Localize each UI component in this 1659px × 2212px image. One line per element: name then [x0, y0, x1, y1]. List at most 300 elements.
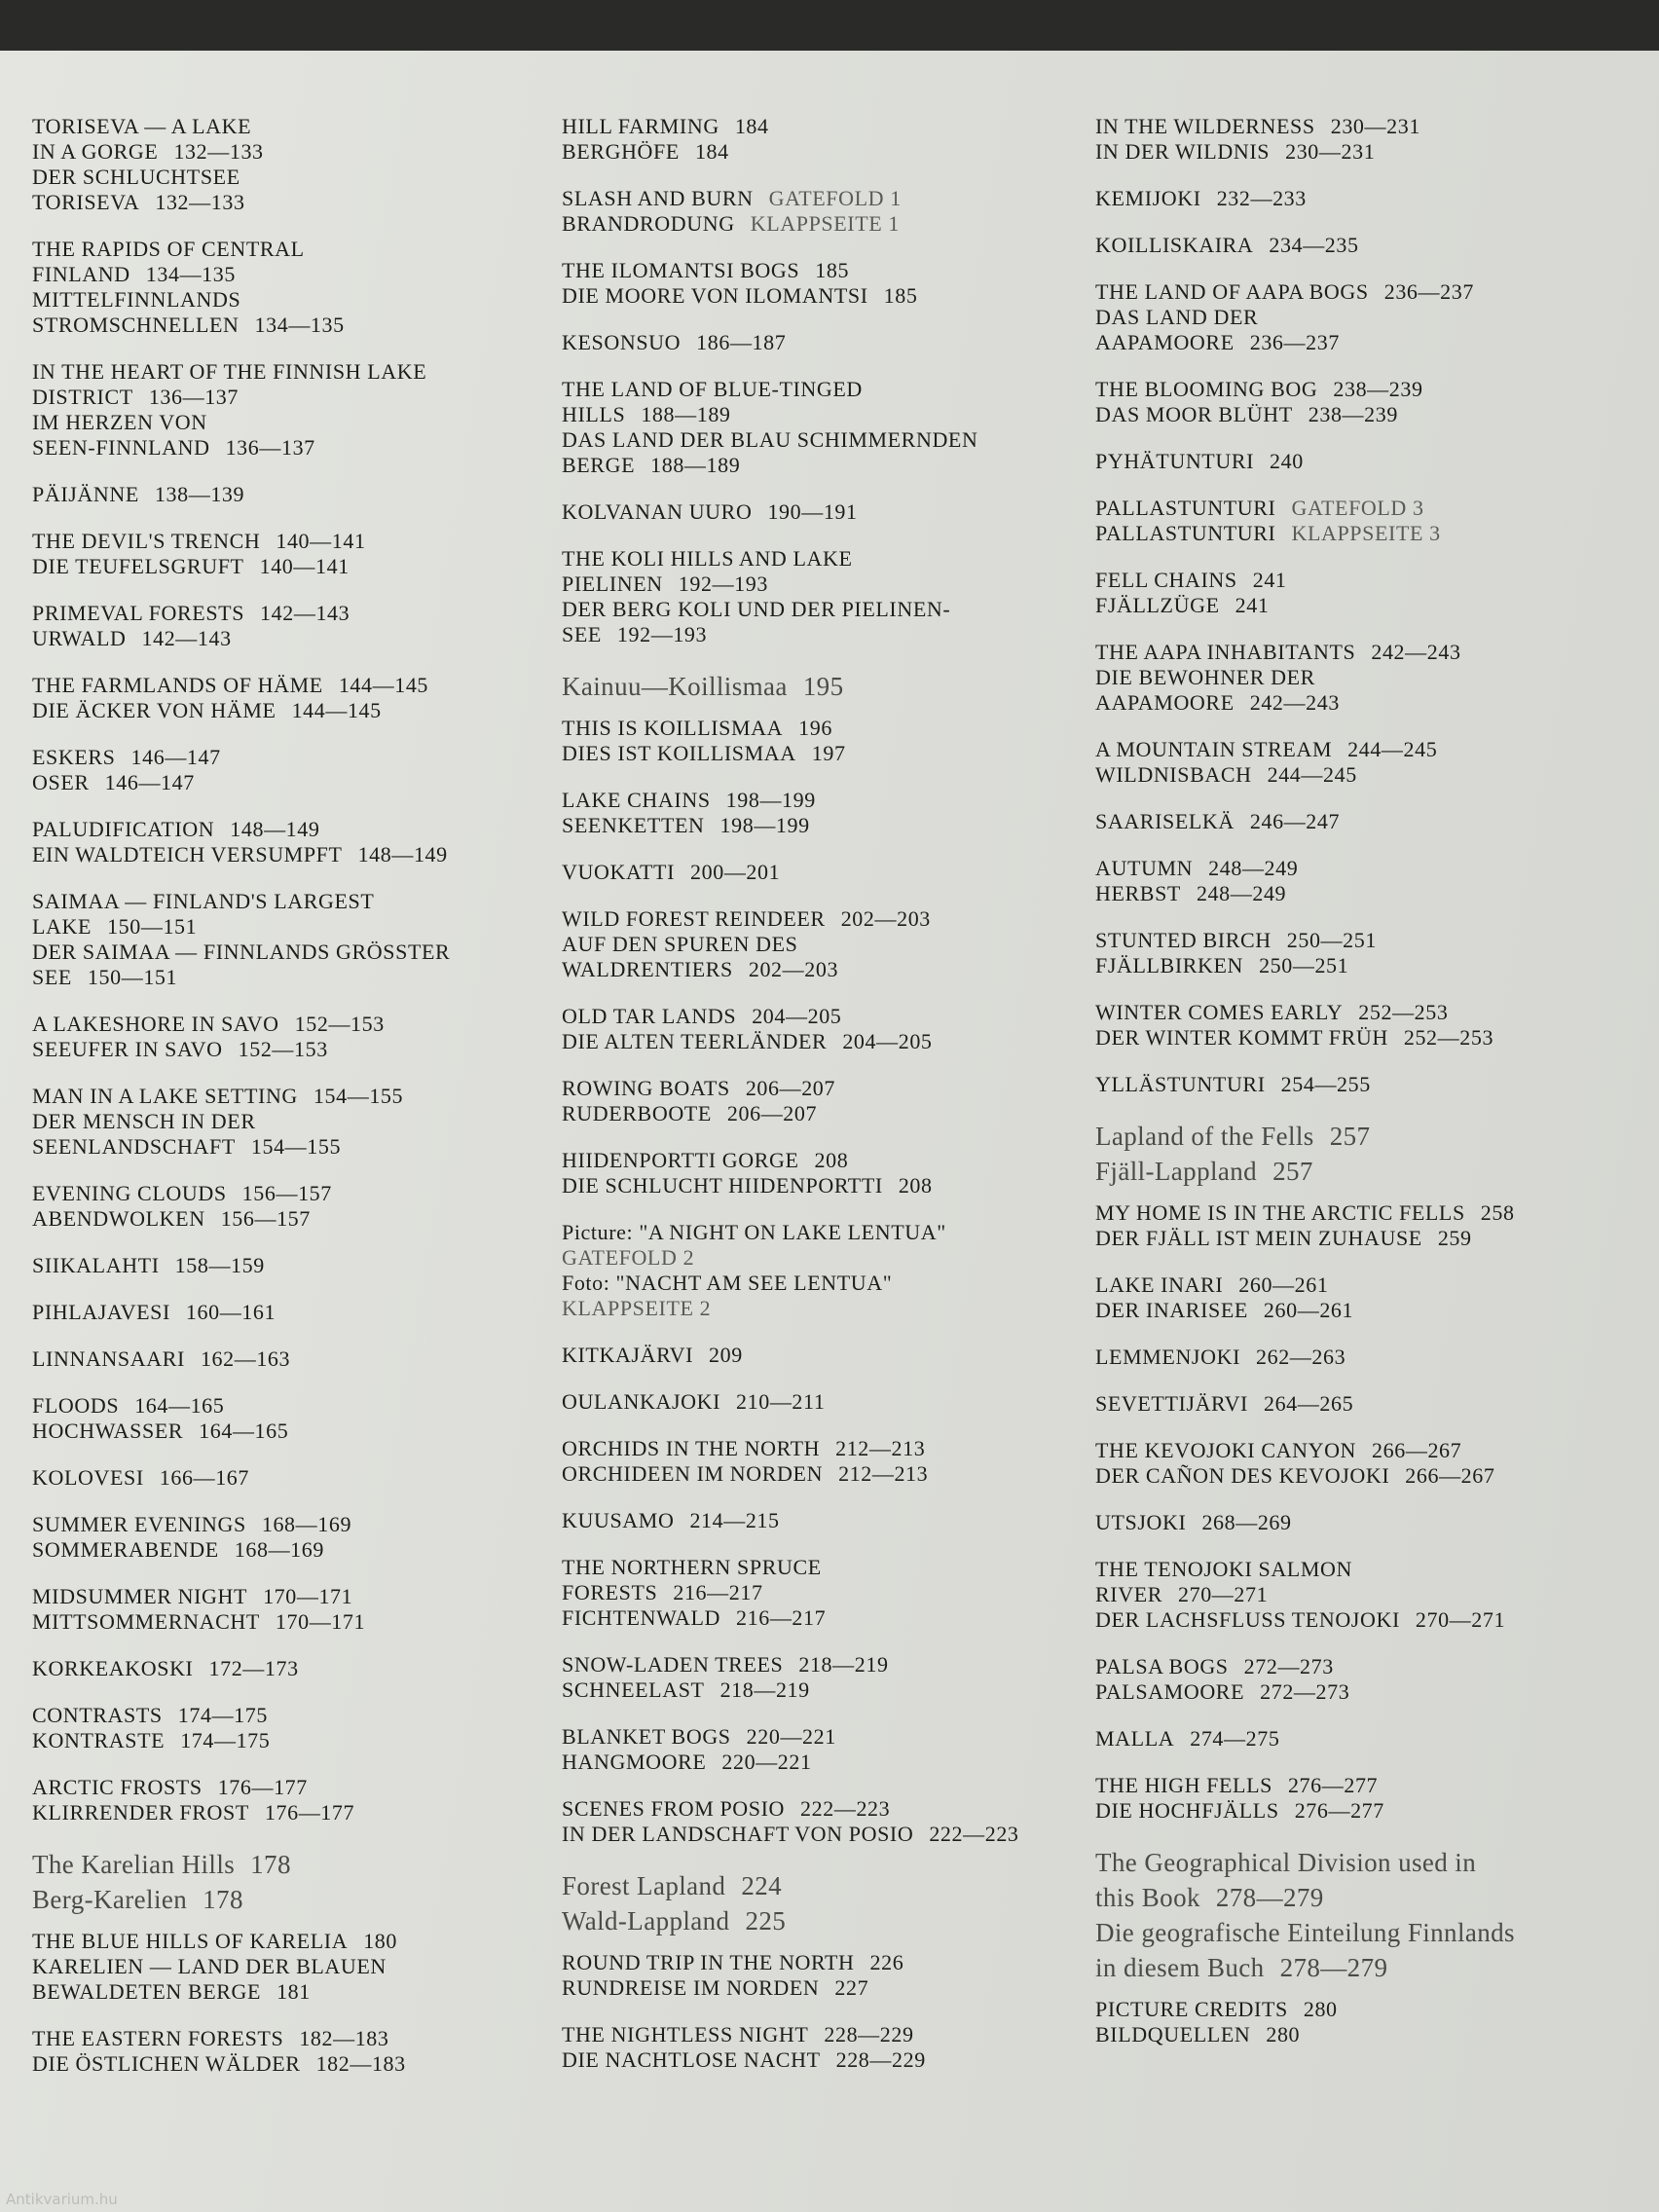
entry-title: THE ILOMANTSI BOGS — [562, 258, 800, 282]
page-number: 198—199 — [719, 813, 810, 837]
toc-line — [32, 1656, 548, 1681]
page-number: 142—143 — [141, 626, 232, 650]
toc-line — [32, 1109, 548, 1134]
page-number: 241 — [1252, 568, 1287, 592]
page-number: 242—243 — [1249, 690, 1340, 715]
toc-line — [32, 965, 548, 990]
toc-line — [562, 1724, 1107, 1750]
contents-column-3 — [1095, 114, 1655, 2069]
page-number: 238—239 — [1333, 377, 1423, 401]
entry-title: LEMMENJOKI — [1095, 1345, 1240, 1369]
toc-line — [1095, 1463, 1655, 1489]
toc-line — [562, 1822, 1107, 1847]
entry-title: MIDSUMMER NIGHT — [32, 1584, 248, 1608]
toc-entry — [562, 330, 1107, 355]
page-number: 222—223 — [800, 1796, 891, 1821]
entry-title: UTSJOKI — [1095, 1510, 1187, 1534]
entry-title: KLIRRENDER FROST — [32, 1800, 249, 1825]
toc-entry — [1095, 1557, 1655, 1633]
page-number: 144—145 — [338, 673, 429, 697]
section-heading — [1095, 1119, 1655, 1189]
entry-title: KOILLISKAIRA — [1095, 233, 1254, 257]
page-number: 226 — [869, 1950, 904, 1974]
toc-line — [1095, 881, 1655, 906]
entry-title: DER CAÑON DES KEVOJOKI — [1095, 1463, 1390, 1488]
page-number: 192—193 — [678, 571, 768, 596]
toc-line — [1095, 377, 1655, 402]
page-number: 188—189 — [641, 402, 731, 426]
entry-title: HIIDENPORTTI GORGE — [562, 1148, 799, 1172]
toc-entry — [1095, 568, 1655, 618]
page-number: 228—229 — [824, 2022, 914, 2046]
entry-title: PALLASTUNTURI — [1095, 496, 1276, 520]
toc-line — [32, 1012, 548, 1037]
toc-line — [562, 186, 1107, 211]
toc-line — [562, 1461, 1107, 1487]
entry-title: SCHNEELAST — [562, 1677, 705, 1702]
page-number: 181 — [276, 1979, 311, 2004]
entry-title: EVENING CLOUDS — [32, 1181, 227, 1205]
toc-line — [32, 529, 548, 554]
entry-title: THE BLOOMING BOG — [1095, 377, 1318, 401]
page-number: 206—207 — [745, 1076, 836, 1100]
toc-line — [562, 499, 1107, 525]
entry-title: FLOODS — [32, 1393, 120, 1418]
page-number: 140—141 — [259, 554, 350, 578]
entry-title: SUMMER EVENINGS — [32, 1512, 246, 1536]
entry-title: DIE BEWOHNER DER — [1095, 665, 1315, 689]
page-number: 184 — [734, 114, 769, 138]
page-number: 204—205 — [752, 1004, 842, 1028]
entry-title: SEEUFER IN SAVO — [32, 1037, 223, 1061]
toc-line — [1095, 1000, 1655, 1025]
page-number: KLAPPSEITE 3 — [1291, 521, 1441, 545]
entry-title: LAKE — [32, 914, 92, 939]
entry-title: DIE NACHTLOSE NACHT — [562, 2047, 821, 2072]
toc-line — [32, 1419, 548, 1444]
page-number: 170—171 — [275, 1609, 366, 1634]
entry-title: SEENKETTEN — [562, 813, 705, 837]
page-number: 270—271 — [1178, 1582, 1269, 1606]
toc-line — [32, 1181, 548, 1206]
page-number: 228—229 — [835, 2047, 926, 2072]
page-number: 252—253 — [1403, 1025, 1494, 1050]
entry-title: PIHLAJAVESI — [32, 1300, 170, 1324]
entry-title: KORKEAKOSKI — [32, 1656, 194, 1680]
toc-line — [562, 211, 1107, 237]
page-number: 262—263 — [1256, 1345, 1346, 1369]
toc-entry — [1095, 1654, 1655, 1705]
page-number: 242—243 — [1371, 640, 1461, 664]
toc-line — [562, 741, 1107, 766]
toc-line — [1095, 1997, 1655, 2022]
toc-line — [1095, 521, 1655, 546]
page-number: 236—237 — [1383, 279, 1474, 304]
toc-entry — [1095, 1345, 1655, 1370]
toc-entry — [32, 1584, 548, 1635]
entry-title: HILLS — [562, 402, 626, 426]
page-number: 280 — [1266, 2022, 1301, 2046]
toc-entry — [1095, 279, 1655, 355]
toc-line — [562, 622, 1107, 647]
entry-title: DER BERG KOLI UND DER PIELINEN- — [562, 597, 951, 621]
entry-title: KITKAJÄRVI — [562, 1343, 694, 1367]
toc-line — [562, 1868, 1107, 1903]
entry-title: OLD TAR LANDS — [562, 1004, 737, 1028]
page-number: 185 — [883, 283, 918, 308]
toc-entry — [32, 1393, 548, 1444]
page-number: KLAPPSEITE 1 — [750, 211, 900, 236]
page-number: 192—193 — [616, 622, 708, 646]
entry-title: DIE MOORE VON ILOMANTSI — [562, 283, 868, 308]
toc-line — [562, 932, 1107, 957]
toc-line — [32, 114, 548, 139]
toc-line — [562, 1173, 1107, 1198]
toc-line — [32, 237, 548, 262]
toc-entry — [32, 889, 548, 990]
page-number: 278—279 — [1215, 1883, 1324, 1912]
toc-entry — [1095, 1510, 1655, 1535]
toc-line — [1095, 139, 1655, 165]
toc-entry — [32, 1346, 548, 1372]
section-heading — [562, 669, 1107, 704]
toc-line — [562, 1975, 1107, 2001]
page-number: 182—183 — [299, 2026, 389, 2050]
toc-line — [1095, 1798, 1655, 1824]
entry-title: DIE TEUFELSGRUFT — [32, 554, 244, 578]
page-number: 232—233 — [1216, 186, 1307, 210]
toc-line — [562, 906, 1107, 932]
entry-title: THE AAPA INHABITANTS — [1095, 640, 1356, 664]
entry-title: SEVETTIJÄRVI — [1095, 1391, 1248, 1416]
toc-line — [562, 571, 1107, 597]
page-number: 246—247 — [1249, 809, 1341, 833]
page-number: 276—277 — [1287, 1773, 1379, 1797]
page-number: 154—155 — [250, 1134, 342, 1159]
page-number: 214—215 — [689, 1508, 780, 1532]
toc-line — [1095, 1679, 1655, 1705]
toc-entry — [562, 1508, 1107, 1533]
toc-entry — [562, 788, 1107, 838]
toc-line — [32, 1954, 548, 1979]
entry-title: RUDERBOOTE — [562, 1101, 712, 1125]
entry-title: Kainuu—Koillismaa — [562, 672, 788, 701]
page-number: 150—151 — [87, 965, 178, 989]
toc-line — [32, 165, 548, 190]
entry-title: AUF DEN SPUREN DES — [562, 932, 798, 956]
entry-title: FICHTENWALD — [562, 1605, 721, 1630]
page-number: 150—151 — [107, 914, 198, 939]
toc-entry — [1095, 1773, 1655, 1824]
entry-title: HANGMOORE — [562, 1750, 707, 1774]
entry-title: STUNTED BIRCH — [1095, 928, 1272, 952]
toc-line — [32, 914, 548, 940]
entry-title: Die geografische Einteilung Finnlands — [1095, 1918, 1515, 1947]
entry-title: DER LACHSFLUSS TENOJOKI — [1095, 1607, 1400, 1632]
toc-entry — [32, 2026, 548, 2077]
entry-title: Picture: "A NIGHT ON LAKE LENTUA" — [562, 1220, 946, 1244]
entry-title: BERGHÖFE — [562, 139, 680, 164]
toc-line — [32, 601, 548, 626]
toc-line — [32, 1703, 548, 1728]
page-number: 208 — [898, 1173, 933, 1198]
toc-entry — [562, 1343, 1107, 1368]
toc-entry — [32, 1656, 548, 1681]
entry-title: SEEN-FINNLAND — [32, 435, 210, 460]
toc-line — [32, 770, 548, 795]
page-number: 212—213 — [835, 1436, 926, 1460]
entry-title: Wald-Lappland — [562, 1906, 730, 1936]
toc-line — [1095, 1272, 1655, 1298]
entry-title: THE FARMLANDS OF HÄME — [32, 673, 323, 697]
entry-title: KONTRASTE — [32, 1728, 166, 1752]
page-number: 252—253 — [1358, 1000, 1449, 1024]
entry-title: MY HOME IS IN THE ARCTIC FELLS — [1095, 1200, 1465, 1225]
toc-entry — [32, 1012, 548, 1062]
toc-line — [32, 139, 548, 165]
toc-line — [1095, 856, 1655, 881]
toc-entry — [562, 2022, 1107, 2073]
entry-title: The Geographical Division used in — [1095, 1848, 1477, 1877]
toc-line — [562, 1389, 1107, 1415]
toc-line — [562, 597, 1107, 622]
toc-entry — [1095, 1726, 1655, 1751]
toc-line — [32, 1537, 548, 1563]
toc-line — [1095, 1226, 1655, 1251]
toc-entry — [562, 1724, 1107, 1775]
entry-title: SEE — [562, 622, 602, 646]
toc-line — [1095, 402, 1655, 427]
page-number: 260—261 — [1263, 1298, 1354, 1322]
toc-entry — [1095, 809, 1655, 834]
toc-line — [1095, 690, 1655, 716]
entry-title: HERBST — [1095, 881, 1181, 905]
toc-line — [32, 1882, 548, 1917]
entry-title: URWALD — [32, 626, 127, 650]
page-number: 266—267 — [1372, 1438, 1462, 1462]
toc-entry — [562, 1555, 1107, 1631]
page-number: 268—269 — [1201, 1510, 1292, 1534]
entry-title: THE LAND OF BLUE-TINGED — [562, 377, 863, 401]
page-number: 148—149 — [357, 842, 448, 866]
page-number: 138—139 — [154, 482, 245, 506]
page-number: 206—207 — [726, 1101, 818, 1125]
toc-entry — [562, 716, 1107, 766]
entry-title: PIELINEN — [562, 571, 663, 596]
toc-line — [1095, 1557, 1655, 1582]
page-number: 197 — [811, 741, 846, 765]
toc-line — [1095, 1773, 1655, 1798]
toc-line — [562, 716, 1107, 741]
entry-title: OULANKAJOKI — [562, 1389, 721, 1414]
contents-column-1 — [32, 114, 548, 2098]
entry-title: BILDQUELLEN — [1095, 2022, 1251, 2046]
page-number: GATEFOLD 1 — [768, 186, 902, 210]
entry-title: LAKE CHAINS — [562, 788, 711, 812]
page-number: 244—245 — [1347, 737, 1438, 761]
toc-line — [562, 139, 1107, 165]
entry-title: THE NORTHERN SPRUCE — [562, 1555, 822, 1579]
toc-line — [562, 1750, 1107, 1775]
page-number: 212—213 — [838, 1461, 929, 1486]
toc-entry — [1095, 1391, 1655, 1417]
entry-title: OSER — [32, 770, 90, 794]
toc-entry — [562, 1220, 1107, 1321]
toc-entry — [1095, 1072, 1655, 1097]
entry-title: A MOUNTAIN STREAM — [1095, 737, 1333, 761]
entry-title: IM HERZEN VON — [32, 410, 207, 434]
toc-entry — [1095, 1000, 1655, 1051]
toc-entry — [32, 1084, 548, 1160]
page-number: 227 — [834, 1975, 869, 2000]
toc-line — [562, 453, 1107, 478]
entry-title: SIIKALAHTI — [32, 1253, 160, 1277]
page-number: 241 — [1235, 593, 1270, 617]
page-number: 160—161 — [185, 1300, 276, 1324]
toc-entry — [1095, 640, 1655, 716]
page-number: 276—277 — [1294, 1798, 1384, 1823]
toc-line — [1095, 737, 1655, 762]
toc-entry — [1095, 856, 1655, 906]
page-number: 186—187 — [696, 330, 787, 354]
entry-title: TORISEVA — A LAKE — [32, 114, 252, 138]
entry-title: THE EASTERN FORESTS — [32, 2026, 284, 2050]
page-number: 162—163 — [200, 1346, 291, 1371]
toc-line — [1095, 568, 1655, 593]
page-number: 164—165 — [134, 1393, 225, 1418]
toc-entry — [562, 1436, 1107, 1487]
page-number: 182—183 — [315, 2051, 406, 2076]
entry-title: Lapland of the Fells — [1095, 1122, 1314, 1151]
page-number: 224 — [741, 1871, 783, 1900]
page-number: 209 — [709, 1343, 743, 1367]
entry-title: FORESTS — [562, 1580, 658, 1604]
toc-line — [1095, 809, 1655, 834]
toc-line — [32, 554, 548, 579]
entry-title: PÄIJÄNNE — [32, 482, 139, 506]
page-number: 168—169 — [261, 1512, 352, 1536]
toc-line — [32, 385, 548, 410]
toc-line — [562, 813, 1107, 838]
entry-title: ARCTIC FROSTS — [32, 1775, 203, 1799]
page-number: 196 — [798, 716, 832, 740]
toc-line — [562, 1101, 1107, 1126]
entry-title: Forest Lapland — [562, 1871, 726, 1900]
entry-title: DAS LAND DER — [1095, 305, 1259, 329]
entry-title: MALLA — [1095, 1726, 1175, 1751]
entry-title: DIE ALTEN TEERLÄNDER — [562, 1029, 828, 1053]
page-number: 270—271 — [1415, 1607, 1506, 1632]
toc-line — [32, 1512, 548, 1537]
toc-entry — [562, 1076, 1107, 1126]
entry-title: FINLAND — [32, 262, 130, 286]
toc-line — [1095, 1582, 1655, 1607]
entry-title: Fjäll-Lappland — [1095, 1157, 1258, 1186]
toc-line — [1095, 279, 1655, 305]
page-number: 220—221 — [746, 1724, 836, 1749]
entry-title: THE TENOJOKI SALMON — [1095, 1557, 1352, 1581]
page-number: 260—261 — [1238, 1272, 1329, 1297]
entry-title: KUUSAMO — [562, 1508, 675, 1532]
entry-title: DISTRICT — [32, 385, 133, 409]
entry-title: DIES IST KOILLISMAA — [562, 741, 796, 765]
page-number: 134—135 — [254, 313, 345, 337]
page-number: 136—137 — [148, 385, 240, 409]
toc-line — [1095, 1154, 1655, 1189]
entry-title: KLAPPSEITE 2 — [562, 1296, 712, 1320]
toc-entry — [32, 1512, 548, 1563]
toc-line — [562, 1652, 1107, 1677]
toc-entry — [32, 1775, 548, 1825]
toc-entry — [32, 237, 548, 338]
entry-title: YLLÄSTUNTURI — [1095, 1072, 1266, 1096]
toc-line — [562, 258, 1107, 283]
toc-line — [1095, 330, 1655, 355]
toc-line — [1095, 1438, 1655, 1463]
toc-line — [1095, 186, 1655, 211]
toc-line — [1095, 1880, 1655, 1915]
page-number: 204—205 — [842, 1029, 933, 1053]
toc-entry — [1095, 1438, 1655, 1489]
toc-line — [562, 1796, 1107, 1822]
toc-line — [1095, 1119, 1655, 1154]
page-number: 250—251 — [1259, 953, 1349, 977]
entry-title: WINTER COMES EARLY — [1095, 1000, 1344, 1024]
toc-line — [562, 1271, 1107, 1296]
page-number: 152—153 — [294, 1012, 385, 1036]
toc-entry — [32, 1181, 548, 1232]
toc-line — [562, 1508, 1107, 1533]
entry-title: THE LAND OF AAPA BOGS — [1095, 279, 1369, 304]
toc-line — [1095, 593, 1655, 618]
toc-line — [562, 1245, 1107, 1271]
toc-line — [32, 287, 548, 313]
page-number: 254—255 — [1280, 1072, 1371, 1096]
entry-title: AUTUMN — [1095, 856, 1194, 880]
entry-title: BRANDRODUNG — [562, 211, 735, 236]
toc-entry — [1095, 928, 1655, 978]
entry-title: DAS MOOR BLÜHT — [1095, 402, 1293, 426]
toc-entry — [1095, 114, 1655, 165]
entry-title: ORCHIDEEN IM NORDEN — [562, 1461, 824, 1486]
toc-line — [32, 1393, 548, 1419]
entry-title: ROWING BOATS — [562, 1076, 730, 1100]
entry-title: MITTELFINNLANDS — [32, 287, 241, 312]
page-number: 220—221 — [721, 1750, 812, 1774]
toc-line — [32, 1346, 548, 1372]
entry-title: ROUND TRIP IN THE NORTH — [562, 1950, 855, 1974]
entry-title: DIE ÄCKER VON HÄME — [32, 698, 276, 722]
page-number: 132—133 — [173, 139, 264, 164]
page-number: 244—245 — [1267, 762, 1357, 787]
toc-line — [562, 957, 1107, 982]
toc-line — [562, 114, 1107, 139]
toc-line — [32, 673, 548, 698]
toc-line — [562, 546, 1107, 571]
toc-line — [562, 427, 1107, 453]
toc-entry — [32, 1253, 548, 1278]
entry-title: EIN WALDTEICH VERSUMPFT — [32, 842, 343, 866]
page-number: 218—219 — [719, 1677, 810, 1702]
toc-line — [1095, 1200, 1655, 1226]
entry-title: GATEFOLD 2 — [562, 1245, 695, 1270]
toc-line — [32, 1084, 548, 1109]
toc-line — [562, 1148, 1107, 1173]
toc-entry — [1095, 496, 1655, 546]
page-number: 274—275 — [1190, 1726, 1280, 1751]
page-number: 248—249 — [1196, 881, 1287, 905]
toc-line — [562, 669, 1107, 704]
